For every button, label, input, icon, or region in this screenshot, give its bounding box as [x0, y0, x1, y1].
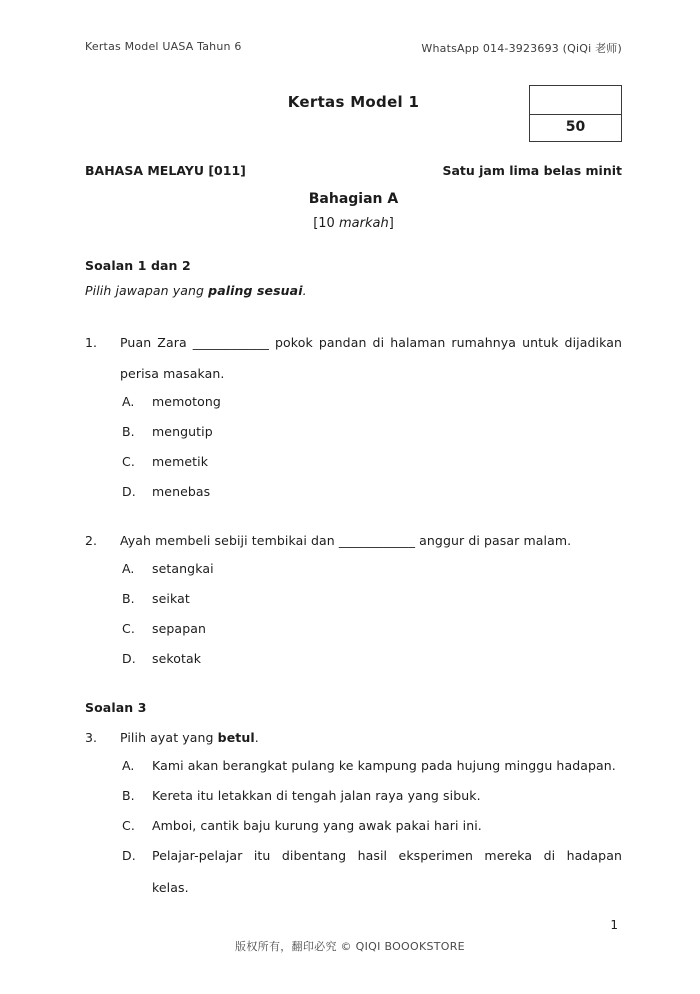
soalan-1-2-heading: Soalan 1 dan 2 — [85, 258, 191, 273]
option-text: Kami akan berangkat pulang ke kampung pada hujung minggu hadapan. — [152, 758, 616, 773]
question-2-number: 2. — [85, 533, 98, 548]
option-text-line-2: kelas. — [152, 880, 189, 895]
soalan-1-2-instruction — [85, 283, 622, 299]
question-3 — [85, 730, 622, 896]
question-1-row — [85, 335, 622, 351]
option-text: setangkai — [152, 561, 214, 576]
option-letter: A. — [122, 758, 135, 773]
question-1-option-d — [122, 484, 622, 500]
paper-title: Kertas Model 1 — [287, 93, 420, 111]
question-3-text-suffix: . — [254, 730, 259, 745]
option-text: seikat — [152, 591, 190, 606]
marks-word: markah — [338, 216, 389, 231]
question-1-text-line-2: perisa masakan. — [120, 366, 225, 381]
question-1-option-c — [122, 454, 622, 470]
soalan-3-heading: Soalan 3 — [85, 700, 147, 715]
option-text: memotong — [152, 394, 221, 409]
option-text: mengutip — [152, 424, 213, 439]
option-text: sepapan — [152, 621, 207, 636]
option-letter: C. — [122, 818, 135, 833]
option-text-line-1: Pelajar-pelajar itu dibentang hasil eksperimen mereka di hadapan — [152, 848, 622, 863]
question-3-text-prefix: Pilih ayat yang — [120, 730, 218, 745]
question-1-option-b — [122, 424, 622, 440]
score-box-empty-cell — [530, 86, 621, 115]
option-text: menebas — [152, 484, 211, 499]
header-left-text: Kertas Model UASA Tahun 6 — [85, 40, 242, 53]
question-2 — [85, 533, 622, 667]
instruction-suffix: . — [302, 283, 307, 298]
page-number: 1 — [610, 918, 618, 932]
header-right-text: WhatsApp 014-3923693 (QiQi 老师) — [421, 42, 622, 55]
question-3-text-bold: betul — [217, 730, 255, 745]
question-2-option-b — [122, 591, 622, 607]
score-box — [529, 85, 622, 142]
exam-duration: Satu jam lima belas minit — [442, 163, 622, 178]
question-1 — [85, 335, 622, 500]
title-bar — [85, 93, 622, 135]
option-letter: B. — [122, 424, 135, 439]
question-3-text — [120, 730, 622, 746]
option-letter: C. — [122, 621, 135, 636]
question-2-option-a — [122, 561, 622, 577]
option-letter: A. — [122, 394, 135, 409]
score-box-total: 50 — [565, 119, 586, 135]
marks-close: ] — [388, 216, 394, 231]
option-letter: B. — [122, 788, 135, 803]
option-letter: A. — [122, 561, 135, 576]
subject-row — [85, 163, 622, 178]
option-text: Amboi, cantik baju kurung yang awak pakai hari ini. — [152, 818, 482, 833]
page-header — [85, 40, 622, 56]
questions-area — [85, 258, 622, 896]
option-text-block — [152, 848, 622, 896]
option-text: memetik — [152, 454, 209, 469]
option-letter: B. — [122, 591, 135, 606]
instruction-bold: paling sesuai — [208, 283, 303, 298]
marks-open: [10 — [313, 216, 339, 231]
option-letter: C. — [122, 454, 135, 469]
section-title: Bahagian A — [308, 191, 399, 207]
question-3-number: 3. — [85, 730, 98, 745]
option-text: Kereta itu letakkan di tengah jalan raya yang sibuk. — [152, 788, 481, 803]
option-letter: D. — [122, 848, 136, 863]
question-2-option-c — [122, 621, 622, 637]
subject-name: BAHASA MELAYU [011] — [85, 163, 246, 178]
instruction-prefix: Pilih jawapan yang — [85, 283, 209, 298]
question-3-option-a — [122, 758, 622, 774]
section-marks — [85, 216, 622, 231]
question-2-text-line-1: Ayah membeli sebiji tembikai dan ____________ anggur di pasar malam. — [120, 533, 572, 548]
option-letter: D. — [122, 484, 136, 499]
question-1-number: 1. — [85, 335, 98, 350]
option-letter: D. — [122, 651, 136, 666]
question-1-option-a — [122, 394, 622, 410]
question-2-option-d — [122, 651, 622, 667]
footer-copyright: 版权所有，翻印必究 © QIQI BOOOKSTORE — [235, 940, 465, 953]
question-2-row — [85, 533, 622, 549]
question-3-option-c — [122, 818, 622, 834]
question-3-option-b — [122, 788, 622, 804]
question-1-text-line-1: Puan Zara ____________ pokok pandan di halaman rumahnya untuk dijadikan — [120, 335, 622, 350]
question-3-option-d — [122, 848, 622, 896]
option-text: sekotak — [152, 651, 202, 666]
question-3-row — [85, 730, 622, 746]
